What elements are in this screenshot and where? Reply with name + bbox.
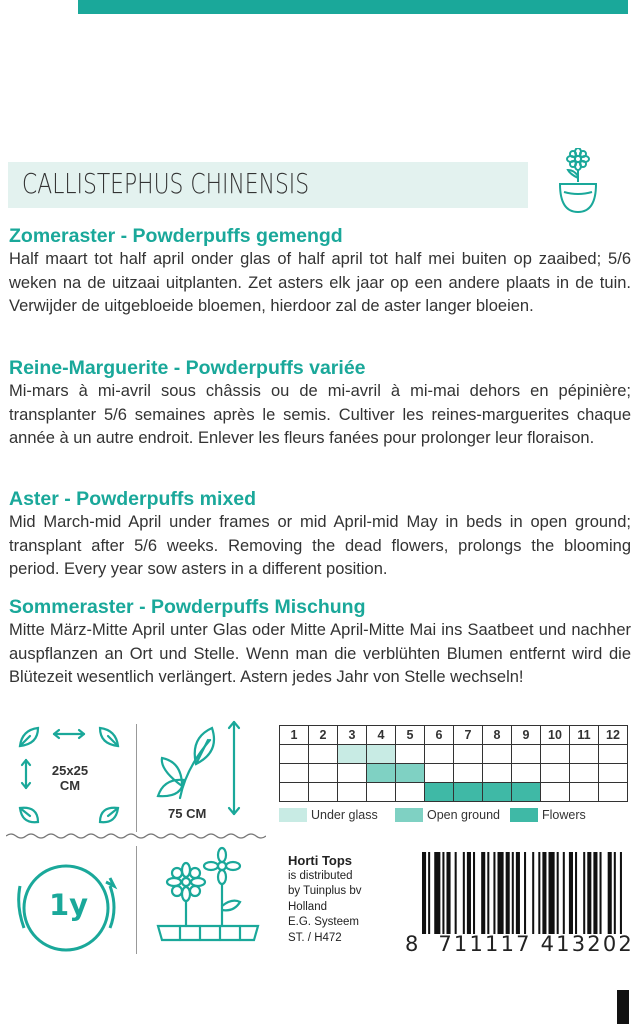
barcode-bar: [593, 852, 597, 934]
barcode-bar: [587, 852, 591, 934]
barcode: [422, 852, 624, 934]
calendar-cell-flowers: [309, 783, 338, 802]
barcode-bar: [506, 852, 510, 934]
calendar-month-5: 5: [396, 726, 425, 745]
icon-divider: [136, 724, 137, 832]
potted-flower-icon: [556, 148, 600, 214]
calendar-cell-flowers: [367, 783, 396, 802]
barcode-bar: [620, 852, 622, 934]
calendar-cell-under-glass: [599, 745, 628, 764]
height-label: 75 CM: [168, 806, 207, 821]
calendar-cell-open-ground: [454, 764, 483, 783]
calendar-cell-open-ground: [309, 764, 338, 783]
barcode-first-digit: 8: [405, 932, 421, 956]
distributor-line: ST. / H472: [288, 931, 342, 944]
barcode-bar: [442, 852, 444, 934]
calendar-cell-open-ground: [599, 764, 628, 783]
calendar-cell-flowers: [425, 783, 454, 802]
calendar-cell-under-glass: [367, 745, 396, 764]
barcode-bar: [446, 852, 450, 934]
calendar-cell-under-glass: [483, 745, 512, 764]
barcode-digits: [405, 932, 634, 956]
barcode-bar: [434, 852, 440, 934]
section-text: Half maart tot half april onder glas of half april tot half mei buiten op zaaibed; 5/6 weken na de uitzaai uitplanten. Zet asters elk jaar op een andere plaats in de tuin. Verwijder de uitgebloeide bloemen, hierdoor zal de aster langer bloeien.: [9, 250, 631, 315]
section-text: Mi-mars à mi-avril sous châssis ou de mi-avril à mi-mai dehors en pépinière; transplanter 5/6 semaines après le semis. Cultiver les reines-marguerites chaque année à un autre endroit. Enlever les fleurs fanées pour prolonger leur floraison.: [9, 382, 631, 447]
section-dutch: [9, 224, 631, 319]
barcode-bar: [512, 852, 514, 934]
calendar-cell-under-glass: [396, 745, 425, 764]
barcode-bar: [542, 852, 546, 934]
spacing-label: 25x25 CM: [51, 763, 89, 793]
calendar-cell-under-glass: [338, 745, 367, 764]
legend-swatch: [279, 808, 307, 822]
barcode-bar: [608, 852, 612, 934]
legend-label: Open ground: [427, 808, 500, 822]
calendar-cell-under-glass: [425, 745, 454, 764]
barcode-bar: [463, 852, 465, 934]
calendar-cell-flowers: [454, 783, 483, 802]
section-english: [9, 487, 631, 582]
calendar-month-8: 8: [483, 726, 512, 745]
calendar-month-10: 10: [541, 726, 570, 745]
barcode-bar: [516, 852, 520, 934]
barcode-bar: [524, 852, 526, 934]
calendar-cell-open-ground: [396, 764, 425, 783]
barcode-bar: [422, 852, 426, 934]
calendar-month-7: 7: [454, 726, 483, 745]
section-french: [9, 356, 631, 451]
calendar-cell-flowers: [512, 783, 541, 802]
barcode-bar: [569, 852, 573, 934]
distributor-line: is distributed: [288, 869, 353, 882]
calendar-cell-open-ground: [541, 764, 570, 783]
brand-name: Horti Tops: [288, 853, 353, 868]
calendar-month-4: 4: [367, 726, 396, 745]
barcode-bar: [497, 852, 503, 934]
calendar-cell-open-ground: [425, 764, 454, 783]
legend-under-glass: [279, 806, 378, 824]
seedling-tray-icon: [150, 846, 265, 948]
distributor-line: E.G. Systeem: [288, 916, 359, 928]
barcode-group-1: 711117: [438, 932, 532, 956]
calendar-cell-under-glass: [512, 745, 541, 764]
calendar-cell-flowers: [599, 783, 628, 802]
barcode-bar: [575, 852, 577, 934]
calendar-cell-flowers: [541, 783, 570, 802]
calendar-month-9: 9: [512, 726, 541, 745]
barcode-bar: [549, 852, 555, 934]
calendar-month-6: 6: [425, 726, 454, 745]
corner-mark: [617, 990, 629, 1024]
barcode-bar: [557, 852, 559, 934]
barcode-bar: [473, 852, 475, 934]
sowing-calendar: [279, 725, 628, 802]
section-german: [9, 595, 631, 690]
legend-open-ground: [395, 806, 500, 824]
distributor-line: by Tuinplus bv: [288, 885, 362, 897]
calendar-cell-open-ground: [338, 764, 367, 783]
calendar-month-11: 11: [570, 726, 599, 745]
section-title: Zomeraster - Powderpuffs gemengd: [9, 225, 343, 247]
calendar-cell-flowers: [280, 783, 309, 802]
calendar-cell-under-glass: [454, 745, 483, 764]
top-accent-bar: [78, 0, 628, 14]
calendar-month-2: 2: [309, 726, 338, 745]
calendar-cell-under-glass: [309, 745, 338, 764]
legend-swatch: [395, 808, 423, 822]
calendar-cell-flowers: [338, 783, 367, 802]
legend-flowers: [510, 806, 586, 824]
barcode-bar: [455, 852, 457, 934]
latin-name: CALLISTEPHUS CHINENSIS: [22, 167, 310, 200]
calendar-cell-under-glass: [541, 745, 570, 764]
distributor-line: Holland: [288, 900, 327, 913]
barcode-bar: [538, 852, 540, 934]
legend-label: Flowers: [542, 808, 586, 822]
barcode-bar: [481, 852, 485, 934]
barcode-bar: [563, 852, 565, 934]
calendar-cell-flowers: [570, 783, 599, 802]
barcode-bar: [428, 852, 430, 934]
calendar-cell-flowers: [483, 783, 512, 802]
calendar-cell-open-ground: [280, 764, 309, 783]
lifecycle-label: 1y: [49, 888, 89, 922]
wavy-divider: [6, 832, 266, 840]
calendar-month-1: 1: [280, 726, 309, 745]
legend-label: Under glass: [311, 808, 378, 822]
distributor-info: [288, 853, 362, 946]
calendar-cell-open-ground: [367, 764, 396, 783]
calendar-cell-under-glass: [280, 745, 309, 764]
calendar-cell-open-ground: [570, 764, 599, 783]
barcode-group-2: 413202: [540, 932, 634, 956]
barcode-bar: [532, 852, 534, 934]
calendar-cell-flowers: [396, 783, 425, 802]
barcode-bar: [583, 852, 585, 934]
calendar-month-3: 3: [338, 726, 367, 745]
legend-swatch: [510, 808, 538, 822]
section-text: Mitte März-Mitte April unter Glas oder Mitte April-Mitte Mai ins Saatbeet und nachher auspflanzen an Ort und Stelle. Wenn man die verblühten Blumen entfernt wird die Blütezeit wesentlich verlängert. Astern jedes Jahr von Stelle wechseln!: [9, 621, 631, 686]
calendar-cell-open-ground: [512, 764, 541, 783]
section-title: Sommeraster - Powderpuffs Mischung: [9, 596, 366, 618]
section-text: Mid March-mid April under frames or mid April-mid May in beds in open ground; transplant after 5/6 weeks. Removing the dead flowers, prolongs the blooming period. Every year sow asters in a different position.: [9, 513, 631, 578]
section-title: Reine-Marguerite - Powderpuffs variée: [9, 357, 366, 379]
section-title: Aster - Powderpuffs mixed: [9, 488, 257, 510]
calendar-month-12: 12: [599, 726, 628, 745]
barcode-bar: [614, 852, 616, 934]
calendar-cell-open-ground: [483, 764, 512, 783]
barcode-bar: [600, 852, 602, 934]
barcode-bar: [493, 852, 495, 934]
calendar-cell-under-glass: [570, 745, 599, 764]
barcode-bar: [467, 852, 471, 934]
barcode-bar: [487, 852, 489, 934]
icon-divider: [136, 846, 137, 954]
